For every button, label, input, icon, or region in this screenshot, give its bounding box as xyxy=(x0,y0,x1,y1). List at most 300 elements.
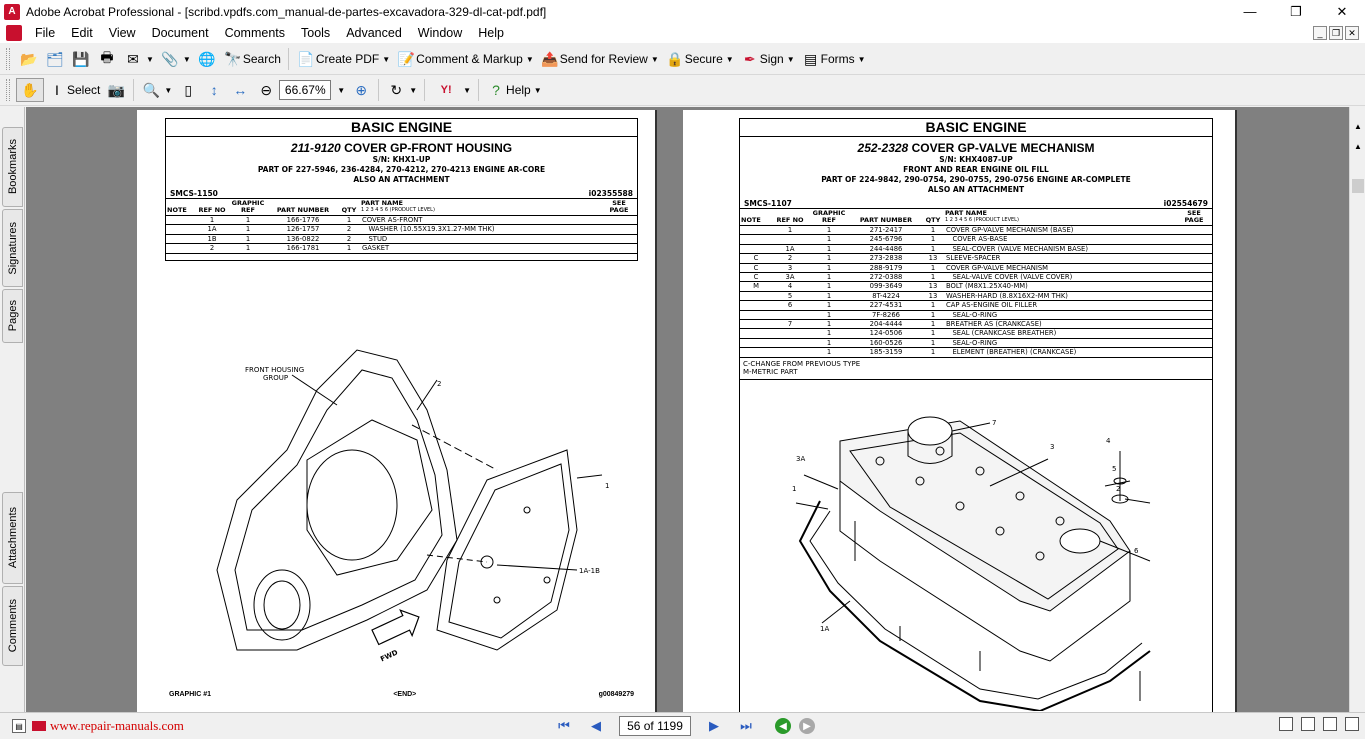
zoom-in-button[interactable] xyxy=(348,78,374,102)
separator xyxy=(288,48,289,70)
search-label: Search xyxy=(242,52,281,66)
table-row xyxy=(740,329,1212,338)
drawing-label: GROUP xyxy=(263,374,289,382)
tab-pages[interactable]: Pages xyxy=(2,289,23,343)
cell-pn: 160-0526 xyxy=(850,338,922,347)
yahoo-icon: Y! xyxy=(440,84,452,96)
secure-label: Secure xyxy=(684,52,723,66)
save-button[interactable] xyxy=(68,47,94,71)
cell-ref: 1A xyxy=(772,244,808,253)
page-footer: GRAPHIC #1 <END> g00849279 xyxy=(169,691,634,698)
cell-name: COVER GP-VALVE MECHANISM xyxy=(944,263,1176,272)
doc-close-icon[interactable]: ✕ xyxy=(1345,26,1359,40)
cell-see-page xyxy=(1176,235,1212,244)
cell-note xyxy=(740,338,772,347)
cell-pn: 166-1781 xyxy=(268,244,338,253)
toolbar-grip[interactable] xyxy=(6,48,10,70)
pdf-page-right[interactable] xyxy=(683,110,1237,712)
table-row xyxy=(740,254,1212,263)
scroll-thumb[interactable] xyxy=(1352,179,1364,193)
document-status-icon[interactable]: ▤ xyxy=(12,719,26,733)
cell-name: SEAL-COVER (VALVE MECHANISM BASE) xyxy=(944,244,1176,253)
cell-see-page xyxy=(1176,329,1212,338)
cell-graphic: 1 xyxy=(808,329,850,338)
callout-1a-1b: 1A-1B xyxy=(579,567,600,575)
table-row xyxy=(740,301,1212,310)
cell-ref xyxy=(772,310,808,319)
cell-qty: 1 xyxy=(922,310,944,319)
doc-minimize-icon[interactable]: _ xyxy=(1313,26,1327,40)
cell-graphic: 1 xyxy=(228,216,268,225)
cell-ref: 1B xyxy=(196,234,228,243)
table-row xyxy=(166,216,637,225)
cell-see-page xyxy=(1176,338,1212,347)
maximize-button[interactable]: ❐ xyxy=(1290,3,1302,19)
cell-ref: 2 xyxy=(196,244,228,253)
fit-page-button[interactable] xyxy=(201,78,227,102)
menu-document[interactable]: Document xyxy=(151,26,209,40)
search-button[interactable] xyxy=(220,47,284,71)
tab-comments[interactable]: Comments xyxy=(2,586,23,666)
close-button[interactable]: ✕ xyxy=(1336,3,1348,19)
sign-button[interactable]: ✒ Sign ▼ xyxy=(737,47,798,71)
cell-qty: 1 xyxy=(922,235,944,244)
prev-page-icon[interactable]: ▲ xyxy=(1354,141,1362,151)
cell-see-page xyxy=(1176,291,1212,300)
menu-file[interactable]: File xyxy=(35,26,56,40)
cell-note: C xyxy=(740,263,772,272)
comment-markup-label: Comment & Markup xyxy=(416,52,523,66)
table-row xyxy=(166,244,637,253)
cell-see-page xyxy=(1176,348,1212,357)
print-icon: 🖶 xyxy=(100,49,114,65)
cell-name: CAP AS-ENGINE OIL FILLER xyxy=(944,301,1176,310)
table-row xyxy=(740,282,1212,291)
cell-name: BREATHER AS (CRANKCASE) xyxy=(944,320,1176,329)
attach-button[interactable]: 📎 ▼ xyxy=(157,47,194,71)
table-row xyxy=(740,348,1212,357)
smcs-row: SMCS-1107 i02554679 xyxy=(740,199,1212,209)
table-row xyxy=(740,263,1212,272)
cell-pn: 099-3649 xyxy=(850,282,922,291)
minus-circle-icon: ⊖ xyxy=(260,81,273,98)
cell-name: ELEMENT (BREATHER) (CRANKCASE) xyxy=(944,348,1176,357)
cell-ref: 5 xyxy=(772,291,808,300)
drawing-label: FRONT HOUSING xyxy=(245,366,305,374)
help-button[interactable]: ? Help ▼ xyxy=(483,78,545,102)
secure-button[interactable]: 🔒 Secure ▼ xyxy=(662,47,737,71)
cell-pn: 185-3159 xyxy=(850,348,922,357)
table-row xyxy=(740,244,1212,253)
create-pdf-button[interactable]: 📄 Create PDF ▼ xyxy=(293,47,393,71)
sign-label: Sign xyxy=(759,52,784,66)
cell-qty: 1 xyxy=(922,301,944,310)
part-of-text: PART OF 227-5946, 236-4284, 270-4212, 270-4213 ENGINE AR-CORE xyxy=(257,165,546,174)
comment-icon: 📝 xyxy=(397,50,415,67)
globe-icon: 🌐 xyxy=(198,50,216,67)
doc-restore-icon[interactable]: ❐ xyxy=(1329,26,1343,40)
cell-see-page xyxy=(1176,263,1212,272)
cell-ref xyxy=(772,338,808,347)
cell-see-page xyxy=(601,225,637,234)
cell-note xyxy=(740,329,772,338)
cell-see-page xyxy=(1176,226,1212,235)
cell-note xyxy=(166,234,196,243)
menu-comments[interactable]: Comments xyxy=(224,26,285,40)
main-toolbar xyxy=(0,44,1365,75)
cell-see-page xyxy=(1176,282,1212,291)
menu-edit[interactable]: Edit xyxy=(71,26,93,40)
cell-note xyxy=(166,216,196,225)
cell-name: COVER AS-FRONT xyxy=(360,216,601,225)
cell-note xyxy=(166,225,196,234)
promo-link[interactable]: www.repair-manuals.com xyxy=(50,718,184,733)
cell-name: GASKET xyxy=(360,244,601,253)
cell-ref xyxy=(772,348,808,357)
first-page-button[interactable]: ⏮ xyxy=(558,718,570,733)
cell-pn: 166-1776 xyxy=(268,216,338,225)
go-forward-icon[interactable]: ▶ xyxy=(799,718,815,734)
cell-pn: 227-4531 xyxy=(850,301,922,310)
attachment-note: ALSO AN ATTACHMENT xyxy=(353,175,450,184)
save-icon: 💾 xyxy=(72,50,90,67)
title-bar xyxy=(0,0,1365,23)
cell-qty: 13 xyxy=(922,291,944,300)
email-icon: ✉ xyxy=(127,50,139,67)
cell-graphic: 1 xyxy=(228,244,268,253)
fwd-arrow-icon xyxy=(369,604,424,650)
front-housing-drawing xyxy=(197,330,617,670)
forms-label: Forms xyxy=(820,52,855,66)
part-of-text: PART OF 224-9842, 290-0754, 290-0755, 290-0756 ENGINE AR-COMPLETE xyxy=(821,175,1131,184)
group-title: 211-9120 COVER GP-FRONT HOUSING xyxy=(290,141,513,155)
cell-name: WASHER-HARD (8.8X16X2-MM THK) xyxy=(944,291,1176,300)
cell-ref xyxy=(772,235,808,244)
go-back-icon[interactable]: ◀ xyxy=(775,718,791,734)
menu-tools[interactable]: Tools xyxy=(301,26,331,40)
status-bar xyxy=(0,712,1365,739)
parts-table: NOTE REF NO GRAPHIC REF PART NUMBER QTY PART NAME 1 2 3 4 5 6 (PRODUCT LEVEL) SEE PAGE 1 1 271-2417 1 COVER GP-VALVE MECHANISM (BASE) 1 245-6796 1 COVER AS-BASE 1A 1 244-4486 1 SEAL-COVER (VALVE MECHANISM BASE) C 2 1 273-2838 13 SLEEVE-SPACER C 3 1 288-9179 1 COVER GP-VALVE MECHANISM C 3A 1 272-0388 1 SEAL-VALVE COVER (VALVE COVER) M 4 1 099-3649 13 BOLT (M8X1.25X40-MM) 5 1 8T-4224 13 WASHER-HARD (8.8X16X2-MM THK) 6 1 227-4531 1 CAP AS-ENGINE OIL FILLER 1 7F-8266 1 SEAL-O-RING 7 1 204-4444 1 BREATHER AS (CRANKCASE) 1 124-0506 1 SEAL (CRANKCASE BREATHER) 1 160-0526 1 SEAL-O-RING 1 185-3159 1 ELEMENT (BREATHER) (CRANKCASE) xyxy=(740,209,1212,358)
cell-note xyxy=(740,226,772,235)
vertical-scrollbar[interactable] xyxy=(1349,107,1365,712)
cell-qty: 1 xyxy=(922,329,944,338)
cell-name: COVER GP-VALVE MECHANISM (BASE) xyxy=(944,226,1176,235)
cell-graphic: 1 xyxy=(808,226,850,235)
separator xyxy=(378,79,379,101)
cell-pn: 272-0388 xyxy=(850,273,922,282)
cell-note: M xyxy=(740,282,772,291)
cell-note xyxy=(740,320,772,329)
cell-graphic: 1 xyxy=(228,225,268,234)
menu-help[interactable]: Help xyxy=(478,26,504,40)
cell-name: SEAL-O-RING xyxy=(944,338,1176,347)
cell-note xyxy=(740,301,772,310)
cell-graphic: 1 xyxy=(808,273,850,282)
create-pdf-label: Create PDF xyxy=(315,52,380,66)
cell-graphic: 1 xyxy=(808,235,850,244)
actual-size-button[interactable] xyxy=(175,78,201,102)
separator xyxy=(133,79,134,101)
zoom-level-field[interactable]: 66.67% xyxy=(279,80,331,100)
cell-graphic: 1 xyxy=(808,244,850,253)
cell-qty: 1 xyxy=(922,273,944,282)
cell-note: C xyxy=(740,254,772,263)
cell-pn: 204-4444 xyxy=(850,320,922,329)
help-icon: ? xyxy=(492,82,500,98)
page-number-field[interactable]: 56 of 1199 xyxy=(619,716,691,736)
send-review-label: Send for Review xyxy=(559,52,648,66)
section-header: BASIC ENGINE xyxy=(740,119,1212,137)
cell-see-page xyxy=(1176,310,1212,319)
table-row xyxy=(740,226,1212,235)
cell-ref: 2 xyxy=(772,254,808,263)
parts-header-box xyxy=(165,118,638,261)
forms-button[interactable]: ▤ Forms ▼ xyxy=(798,47,869,71)
table-row xyxy=(740,291,1212,300)
cell-see-page xyxy=(1176,244,1212,253)
cell-note xyxy=(740,291,772,300)
cell-qty: 1 xyxy=(922,226,944,235)
rotate-icon: ↻ xyxy=(390,81,403,98)
cell-qty: 1 xyxy=(338,244,360,253)
cell-graphic: 1 xyxy=(808,348,850,357)
callout-2: 2 xyxy=(437,380,442,388)
select-tool-button[interactable] xyxy=(44,78,103,102)
page-icon: ▯ xyxy=(184,81,193,98)
select-label: Select xyxy=(67,83,101,97)
snapshot-button[interactable] xyxy=(103,78,129,102)
cell-ref: 3A xyxy=(772,273,808,282)
cell-ref: 1 xyxy=(196,216,228,225)
text-cursor-icon: I xyxy=(55,82,59,98)
continuous-facing-icon[interactable] xyxy=(1345,717,1359,731)
cell-note xyxy=(740,244,772,253)
help-label: Help xyxy=(506,83,531,97)
cell-note xyxy=(740,348,772,357)
document-icon[interactable] xyxy=(6,25,22,41)
smcs-row: SMCS-1150 i02355588 xyxy=(166,189,637,199)
cell-pn: 124-0506 xyxy=(850,329,922,338)
cell-see-page xyxy=(1176,273,1212,282)
cell-ref: 3 xyxy=(772,263,808,272)
table-row xyxy=(166,225,637,234)
email-button[interactable]: ✉ ▼ xyxy=(120,47,157,71)
cell-graphic: 1 xyxy=(808,282,850,291)
cell-pn: 288-9179 xyxy=(850,263,922,272)
cell-ref xyxy=(772,329,808,338)
callout-3a: 3A xyxy=(796,455,806,463)
attachment-note: ALSO AN ATTACHMENT xyxy=(927,185,1025,194)
cell-note: C xyxy=(740,273,772,282)
last-page-button[interactable]: ⏭ xyxy=(740,718,752,733)
acrobat-icon: A xyxy=(4,4,20,20)
callout-1: 1 xyxy=(792,485,797,493)
cell-graphic: 1 xyxy=(808,301,850,310)
cell-name: COVER AS-BASE xyxy=(944,235,1176,244)
zoom-dropdown[interactable]: ▼ xyxy=(337,85,346,95)
callout-1: 1 xyxy=(605,482,610,490)
pen-icon: ✒ xyxy=(743,50,756,67)
menu-window[interactable]: Window xyxy=(417,26,463,40)
callout-5: 5 xyxy=(1112,465,1117,473)
group-title: 252-2328 COVER GP-VALVE MECHANISM xyxy=(857,141,1095,155)
cell-pn: 271-2417 xyxy=(850,226,922,235)
cell-name: WASHER (10.55X19.3X1.27-MM THK) xyxy=(360,225,601,234)
cell-note xyxy=(740,310,772,319)
callout-7: 7 xyxy=(992,419,997,427)
document-area[interactable] xyxy=(26,107,1349,712)
forms-icon: ▤ xyxy=(804,50,818,67)
cell-pn: 8T-4224 xyxy=(850,291,922,300)
cell-ref: 7 xyxy=(772,320,808,329)
callout-2: 2 xyxy=(1116,485,1121,493)
print-button[interactable] xyxy=(94,47,120,71)
cell-qty: 2 xyxy=(338,225,360,234)
cell-see-page xyxy=(1176,254,1212,263)
cell-qty: 1 xyxy=(922,244,944,253)
fit-width-icon: ↔ xyxy=(233,82,248,98)
toolbar-grip[interactable] xyxy=(6,79,10,101)
comment-markup-button[interactable]: 📝 Comment & Markup ▼ xyxy=(393,47,537,71)
cell-qty: 1 xyxy=(922,348,944,357)
table-row xyxy=(740,273,1212,282)
scroll-up-icon[interactable]: ▲ xyxy=(1354,121,1362,131)
table-row xyxy=(166,234,637,243)
create-pdf-icon: 📄 xyxy=(297,50,315,67)
parts-sheet-box xyxy=(739,118,1213,712)
cell-pn: 136-0822 xyxy=(268,234,338,243)
cell-pn: 273-2838 xyxy=(850,254,922,263)
cell-name: SLEEVE-SPACER xyxy=(944,254,1176,263)
cell-see-page xyxy=(601,244,637,253)
cell-ref: 1 xyxy=(772,226,808,235)
cell-note xyxy=(740,235,772,244)
cell-qty: 2 xyxy=(338,234,360,243)
callout-1a: 1A xyxy=(820,625,830,633)
tab-attachments[interactable]: Attachments xyxy=(2,492,23,584)
rotate-button[interactable]: ↻ ▼ xyxy=(383,78,420,102)
notes-block: C-CHANGE FROM PREVIOUS TYPE M-METRIC PART xyxy=(740,358,1212,380)
cell-graphic: 1 xyxy=(808,291,850,300)
cell-graphic: 1 xyxy=(808,320,850,329)
yahoo-toolbar-button[interactable]: Y! ▼ xyxy=(429,78,474,102)
cell-qty: 13 xyxy=(922,254,944,263)
cell-qty: 1 xyxy=(922,338,944,347)
plus-circle-icon: ⊕ xyxy=(355,81,368,98)
table-row xyxy=(740,338,1212,347)
separator xyxy=(478,79,479,101)
cell-graphic: 1 xyxy=(808,263,850,272)
paperclip-icon: 📎 xyxy=(161,50,179,67)
fwd-label: FWD xyxy=(379,648,400,664)
page-navigation xyxy=(549,716,815,736)
cell-name: SEAL-O-RING xyxy=(944,310,1176,319)
single-page-icon[interactable] xyxy=(1279,717,1293,731)
parts-table: NOTE REF NO GRAPHIC REF PART NUMBER QTY PART NAME 1 2 3 4 5 6 (PRODUCT LEVEL) SEE PAGE 1 1 166-1776 1 COVER AS-FRONT 1A 1 126-1757 2 WASHER (10.55X19.3X1.27-MM THK) 1B 1 136-0822 2 STUD 2 1 166-1781 1 GASKET xyxy=(166,199,637,254)
cell-see-page xyxy=(1176,301,1212,310)
serial-number: S/N: KHX1-UP xyxy=(372,155,431,164)
section-header: BASIC ENGINE xyxy=(166,119,637,137)
table-row xyxy=(740,310,1212,319)
cell-see-page xyxy=(601,234,637,243)
next-page-button[interactable]: ▶ xyxy=(709,718,719,733)
fit-width-button[interactable] xyxy=(227,78,253,102)
cell-name: BOLT (M8X1.25X40-MM) xyxy=(944,282,1176,291)
navigation-toolbar xyxy=(0,75,1365,106)
lock-icon: 🔒 xyxy=(666,50,684,67)
table-row xyxy=(740,235,1212,244)
open-button[interactable] xyxy=(16,47,42,71)
facing-icon[interactable] xyxy=(1323,717,1337,731)
binoculars-icon: 🔭 xyxy=(224,50,242,67)
open-folder-icon: 📂 xyxy=(20,50,38,67)
cell-note xyxy=(166,244,196,253)
hand-tool-button[interactable] xyxy=(16,78,44,102)
cell-ref: 4 xyxy=(772,282,808,291)
cell-pn: 7F-8266 xyxy=(850,310,922,319)
camera-icon: 📷 xyxy=(107,81,126,98)
serial-number: S/N: KHX4087-UP xyxy=(939,155,1013,164)
page-layout-buttons xyxy=(1279,717,1359,731)
callout-4: 4 xyxy=(1106,437,1111,445)
organizer-icon: 🗂 xyxy=(46,50,64,67)
valve-cover-drawing xyxy=(780,411,1200,711)
pdf-page-left[interactable] xyxy=(137,110,657,712)
window-title: Adobe Acrobat Professional - [scribd.vpdfs.com_manual-de-partes-excavadora-329-dl-cat-pdf.pdf] xyxy=(26,4,547,19)
cell-see-page xyxy=(1176,320,1212,329)
cell-qty: 1 xyxy=(338,216,360,225)
cell-name: SEAL (CRANKCASE BREATHER) xyxy=(944,329,1176,338)
cell-qty: 1 xyxy=(922,263,944,272)
menu-view[interactable]: View xyxy=(108,26,136,40)
callout-6: 6 xyxy=(1134,547,1139,555)
continuous-icon[interactable] xyxy=(1301,717,1315,731)
minimize-button[interactable]: — xyxy=(1243,4,1257,19)
cell-ref: 1A xyxy=(196,225,228,234)
cell-ref: 6 xyxy=(772,301,808,310)
cell-pn: 126-1757 xyxy=(268,225,338,234)
cell-graphic: 1 xyxy=(808,254,850,263)
web-button[interactable] xyxy=(194,47,220,71)
menu-advanced[interactable]: Advanced xyxy=(346,26,402,40)
previous-page-button[interactable]: ◀ xyxy=(591,718,601,733)
cell-graphic: 1 xyxy=(808,338,850,347)
cell-graphic: 1 xyxy=(808,310,850,319)
zoom-out-button[interactable] xyxy=(253,78,279,102)
navigation-pane xyxy=(0,107,25,712)
separator xyxy=(424,79,425,101)
tab-signatures[interactable]: Signatures xyxy=(2,209,23,287)
promo-flag-icon xyxy=(32,721,46,731)
cell-pn: 245-6796 xyxy=(850,235,922,244)
tab-bookmarks[interactable]: Bookmarks xyxy=(2,127,23,207)
zoom-tool-button[interactable]: 🔍 ▼ xyxy=(138,78,175,102)
cell-graphic: 1 xyxy=(228,234,268,243)
table-row xyxy=(740,320,1212,329)
fit-page-icon: ↕ xyxy=(210,82,218,98)
review-icon: 📤 xyxy=(541,50,559,67)
organizer-button[interactable] xyxy=(42,47,68,71)
hand-icon: ✋ xyxy=(21,81,39,98)
cell-qty: 13 xyxy=(922,282,944,291)
cell-pn: 244-4486 xyxy=(850,244,922,253)
callout-3: 3 xyxy=(1050,443,1055,451)
cell-see-page xyxy=(601,216,637,225)
cell-name: STUD xyxy=(360,234,601,243)
magnifier-icon: 🔍 xyxy=(142,81,161,98)
menu-bar xyxy=(0,23,1365,43)
send-review-button[interactable]: 📤 Send for Review ▼ xyxy=(537,47,662,71)
